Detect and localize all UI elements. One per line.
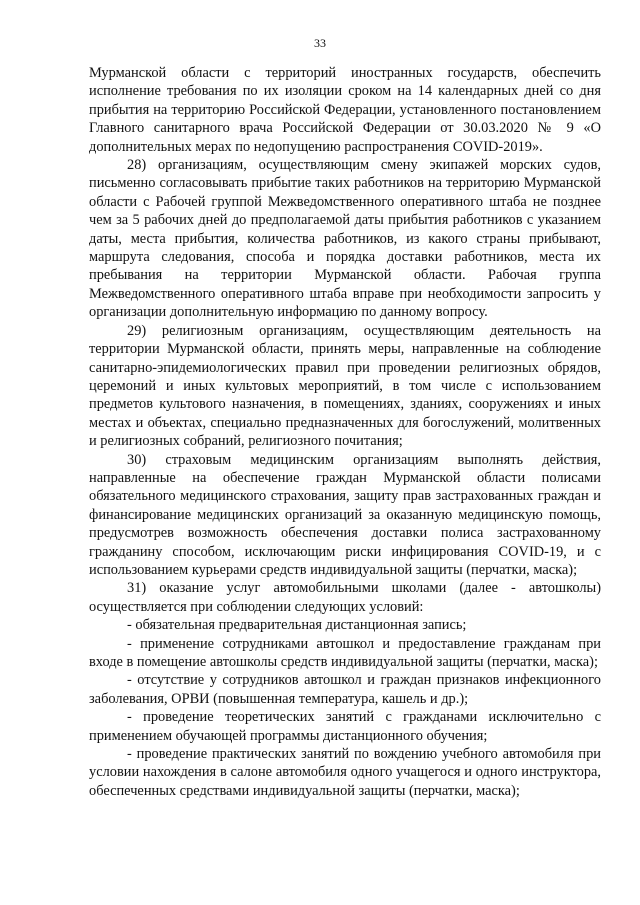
- paragraph-item-29: 29) религиозным организациям, осуществляющим деятельность на территории Мурманской области, принять меры, направленные на соблюдение санитарно-эпидемиологических правил при проведении религиозных обрядов, церемоний и иных культовых мероприятий, в том числе с использованием предметов культового назначения, в помещениях, зданиях, сооружениях и иных местах и объектах, специально предназначенных для богослужений, молитвенных и религиозных собраний, религиозного почитания;: [89, 322, 601, 450]
- paragraph-item-28: 28) организациям, осуществляющим смену экипажей морских судов, письменно согласовывать прибытие таких работников на территорию Мурманской области с Рабочей группой Межведомственного оперативного штаба не позднее чем за 5 рабочих дней до предполагаемой даты прибытия работников с указанием даты, места прибытия, количества работников, из какого страны прибывают, маршрута следования, способа и порядка доставки работников, места их пребывания на территории Мурманской области. Рабочая группа Межведомственного оперативного штаба вправе при необходимости запросить у организации дополнительную информацию по данному вопросу.: [89, 157, 601, 321]
- condition-driving-practice: - проведение практических занятий по вождению учебного автомобиля при условии нахождения в салоне автомобиля одного учащегося и одного инструктора, обеспеченных средствами индивидуальной защиты (перчатки, маска);: [89, 746, 601, 799]
- page-number: 33: [314, 36, 326, 50]
- condition-protective-equipment: - применение сотрудниками автошкол и предоставление гражданам при входе в помещение автошколы средств индивидуальной защиты (перчатки, маска);: [89, 635, 601, 670]
- document-body: [89, 64, 601, 800]
- condition-remote-booking: - обязательная предварительная дистанционная запись;: [127, 617, 467, 634]
- condition-remote-theory: - проведение теоретических занятий с гражданами исключительно с применением обучающей программы дистанционного обучения;: [89, 709, 601, 744]
- paragraph-continuation: Мурманской области с территорий иностранных государств, обеспечить исполнение требования по их изоляции сроком на 14 календарных дней со дня прибытия на территорию Российской Федерации, установленного постановлением Главного санитарного врача Российской Федерации от 30.03.2020 № 9 «О дополнительных мерах по недопущению распространения COVID-2019».: [89, 65, 601, 155]
- paragraph-item-30: 30) страховым медицинским организациям выполнять действия, направленные на обеспечение граждан Мурманской области полисами обязательного медицинского страхования, защиту прав застрахованных граждан и финансирование медицинских организаций за оказанную медицинскую помощь, предусмотрев возможность обеспечения доставки полиса застрахованному гражданину способом, исключающим риски инфицирования COVID-19, и с использованием курьерами средств индивидуальной защиты (перчатки, маска);: [89, 451, 601, 578]
- condition-no-symptoms: - отсутствие у сотрудников автошкол и граждан признаков инфекционного заболевания, ОРВИ (повышенная температура, кашель и др.);: [89, 672, 601, 707]
- paragraph-item-31: 31) оказание услуг автомобильными школами (далее - автошколы) осуществляется при соблюдении следующих условий:: [89, 580, 601, 615]
